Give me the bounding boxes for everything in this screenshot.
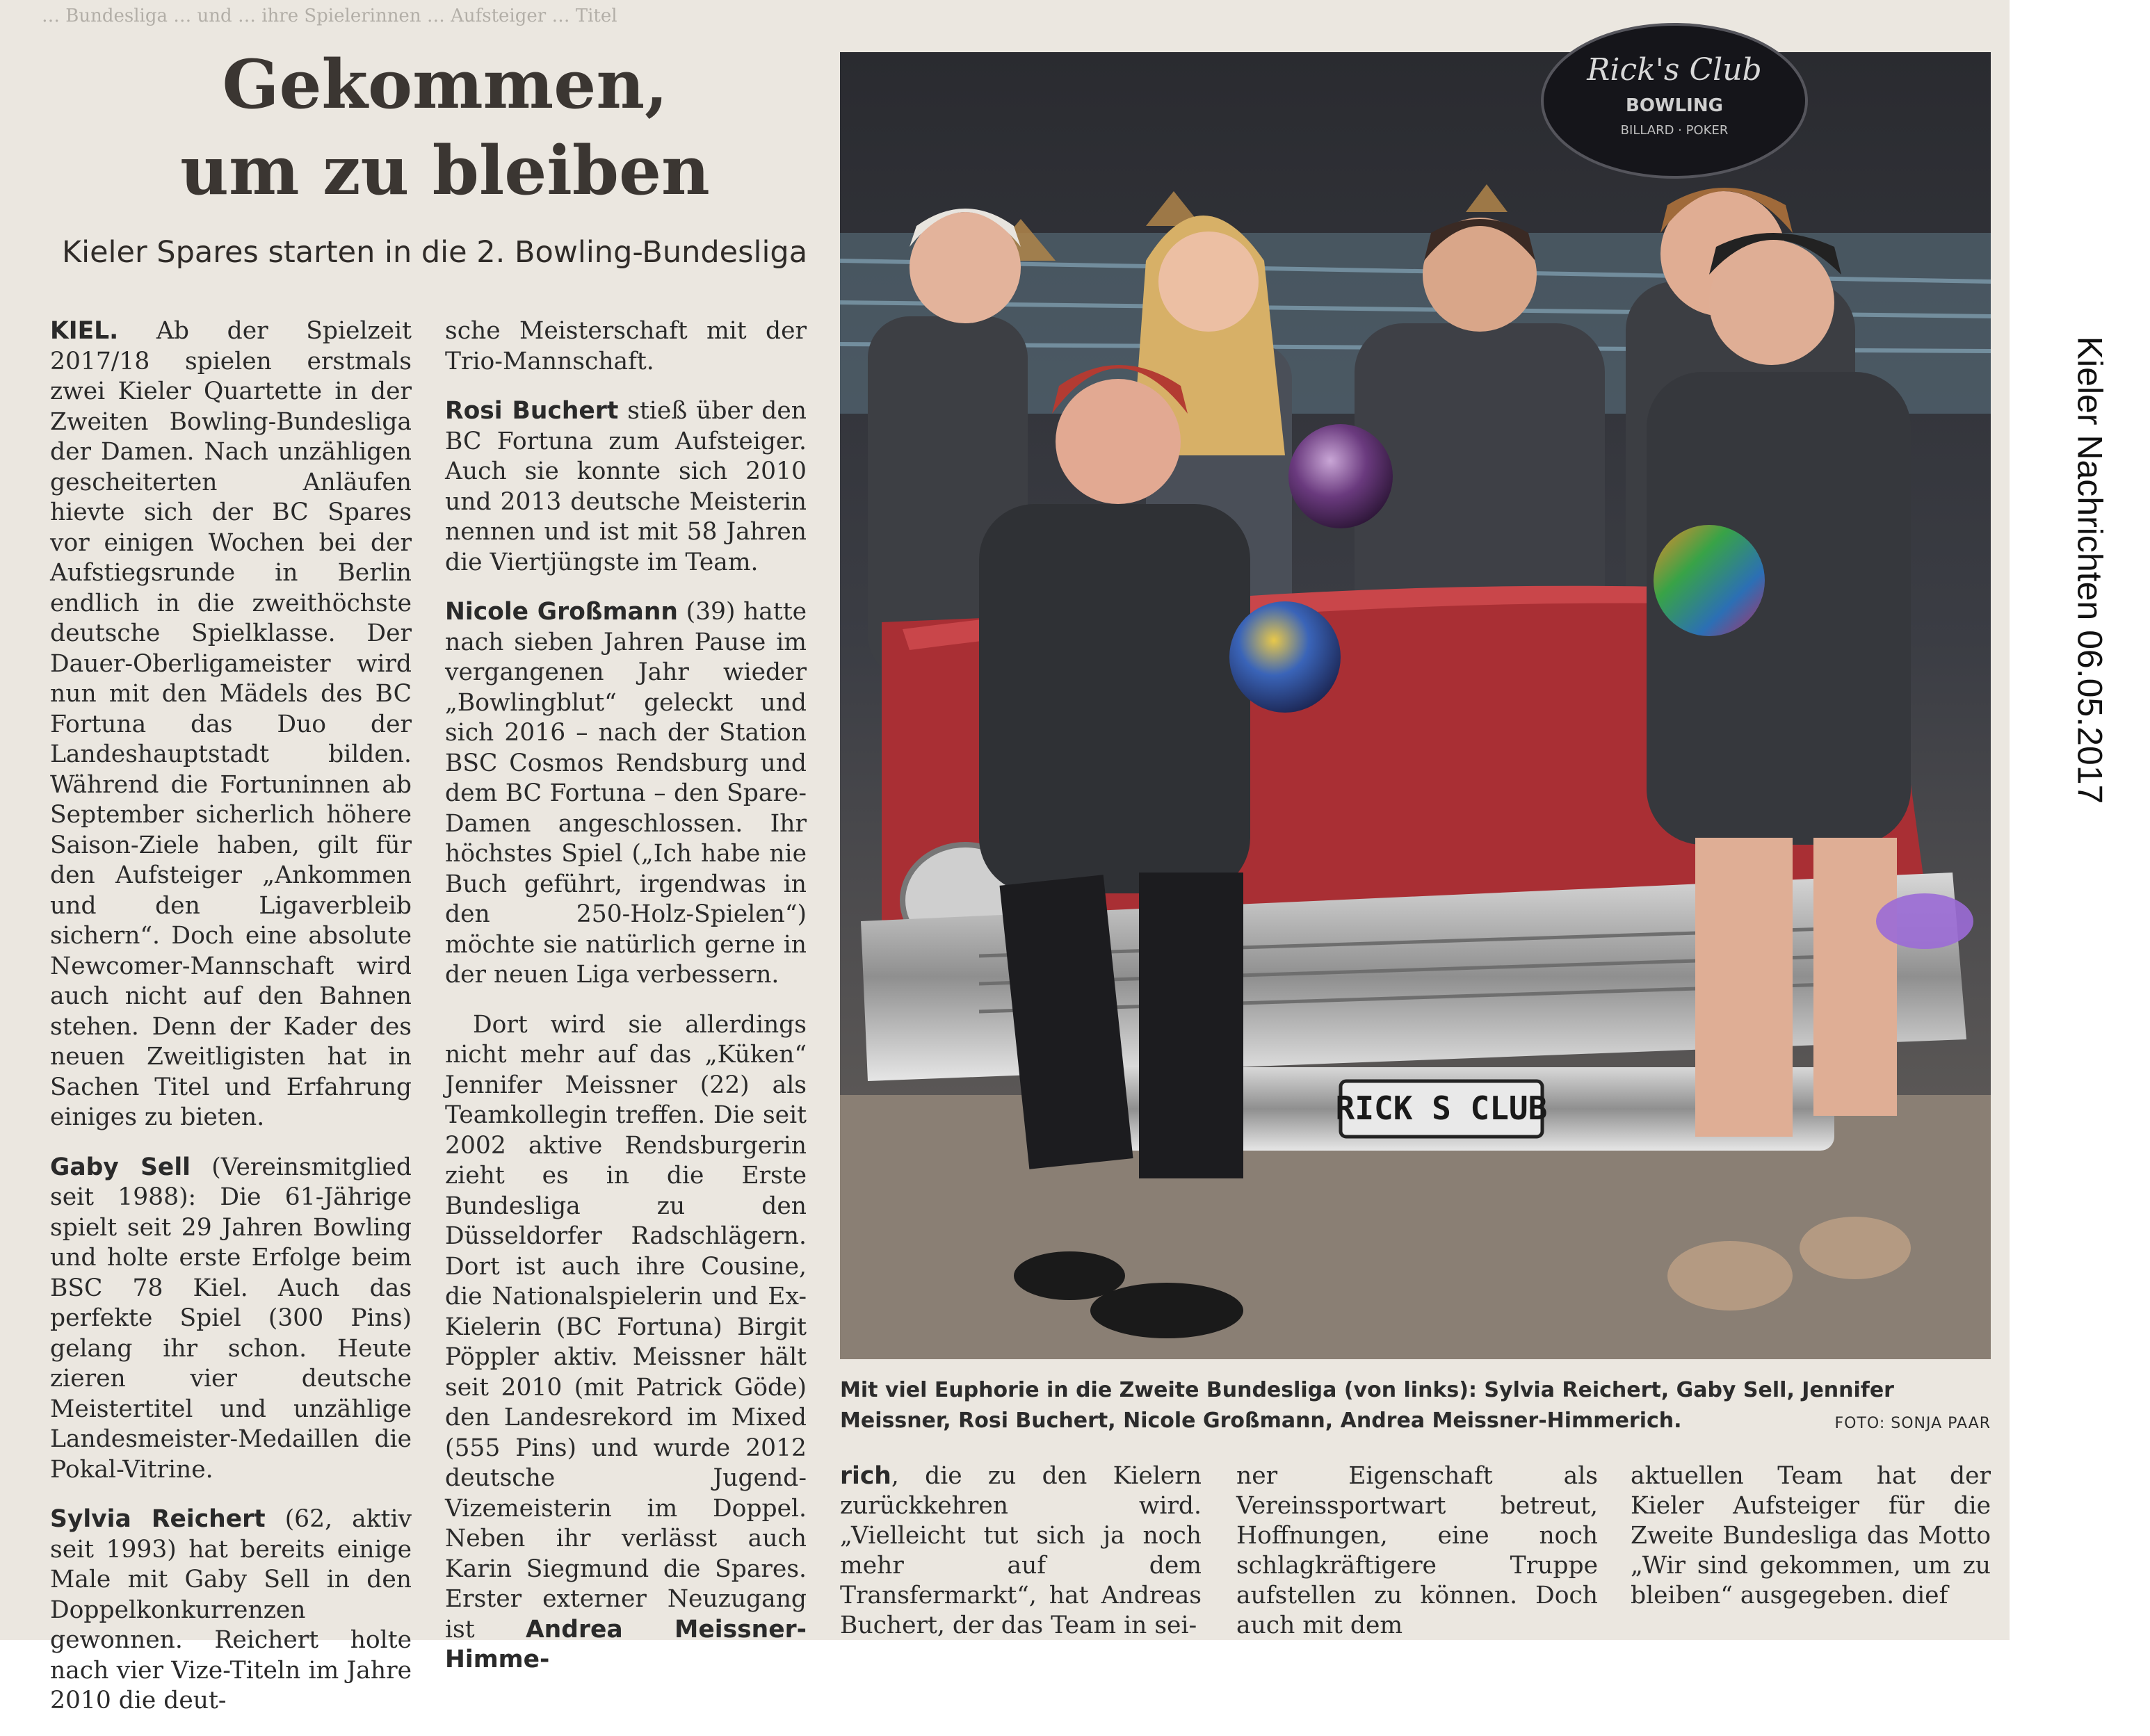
article-column-2 — [445, 316, 807, 1695]
paragraph-gaby-sell — [50, 1153, 412, 1486]
player-name: rich — [840, 1462, 891, 1490]
paragraph-text: , die zu den Kielern zurückkehren wird. „Vielleicht tut sich ja noch mehr auf dem Transfermarkt“, hat Andreas Buchert, der das Team in sei- — [840, 1462, 1202, 1639]
paragraph-text: ner Eigenschaft als Vereinssportwart betreut, Hoffnungen, eine noch schlagkräftigere Truppe aufstellen zu können. Doch auch mit dem — [1236, 1462, 1598, 1639]
paragraph-jennifer-meissner — [445, 1010, 807, 1676]
bowling-ball-multicolor — [1654, 525, 1765, 636]
paragraph-text: Ab der Spielzeit 2017/18 spielen erstmals zwei Kieler Quartette in der Zweiten Bowling-Bundesliga der Damen. Nach unzähligen gescheiterten Anläufen hievte sich der BC Spares vor einigen Wochen bei der Aufstiegsrunde in Berlin endlich in die zweithöchste deutsche Spielklasse. Der Dauer-Oberligameister wird nun mit den Mädels des BC Fortuna das Duo der Landeshauptstadt bilden. Während die Fortuninnen ab September sicherlich höhere Saison-Ziele haben, gilt für den Aufsteiger „Ankommen und den Ligaverbleib sichern“. Doch eine absolute Newcomer-Mannschaft wird auch nicht auf den Bahnen stehen. Denn der Kader des neuen Zweitligisten hat in Sachen Titel und Erfahrung einiges zu bieten. — [50, 317, 412, 1131]
source-date-text: Kieler Nachrichten 06.05.2017 — [2070, 336, 2109, 804]
player-name: Gaby Sell — [50, 1153, 191, 1181]
photo-credit: FOTO: SONJA PAAR — [1834, 1415, 1991, 1432]
paragraph-text: (Vereinsmitglied seit 1988): Die 61-Jährige spielt seit 29 Jahren Bowling und holte erste Erfolge beim BSC 78 Kiel. Auch das perfekte Spiel (300 Pins) gelang ihr schon. Heute zieren vier deutsche Meistertitel und unzählige Landesmeister-Medaillen die Pokal-Vitrine. — [50, 1153, 412, 1484]
article-column-3 — [840, 1461, 1202, 1641]
team-photo-illustration — [840, 52, 1991, 1359]
headline-line-1: Gekommen, — [222, 45, 668, 124]
paragraph-rosi-buchert — [445, 396, 807, 578]
player-name: Nicole Großmann — [445, 598, 678, 626]
bleed-through-text: … Bundesliga … und … ihre Spielerinnen … Aufsteiger … Titel — [42, 6, 617, 26]
article-column-4 — [1236, 1461, 1598, 1641]
paragraph-sylvia-reichert — [50, 1504, 412, 1717]
bowling-ball-purple — [1288, 424, 1393, 528]
paragraph-intro — [50, 316, 412, 1133]
sign-billard-poker: BILLARD · POKER — [1620, 123, 1729, 138]
headline-line-2: um zu bleiben — [180, 131, 710, 210]
sign-club-name: Rick's Club — [1587, 52, 1762, 88]
team-photo — [840, 52, 1991, 1359]
caption-text: Mit viel Euphorie in die Zweite Bundesliga (von links): Sylvia Reichert, Gaby Sell, Jennifer Meissner, Rosi Buchert, Nicole Großmann, Andrea Meissner-Himmerich. — [840, 1378, 1894, 1433]
paragraph-continued: sche Meisterschaft mit der Trio-Mannschaft. — [445, 317, 807, 375]
source-date-stamp — [2055, 143, 2124, 998]
bowling-ball-blue — [1229, 601, 1341, 713]
player-name: Rosi Buchert — [445, 397, 619, 425]
paragraph-text: aktuellen Team hat der Kieler Aufsteiger für die Zweite Bundesliga das Motto „Wir sind gekommen, um zu bleiben“ ausgegeben. dief — [1631, 1462, 1991, 1609]
player-name: Andrea Meissner-Himme- — [445, 1615, 807, 1673]
subheadline: Kieler Spares starten in die 2. Bowling-Bundesliga — [61, 235, 808, 270]
sign-bowling: BOWLING — [1626, 95, 1723, 116]
article-column-1 — [50, 316, 412, 1736]
photo-caption — [840, 1375, 1991, 1436]
article-column-5 — [1631, 1461, 1991, 1611]
dateline: KIEL. — [50, 317, 119, 345]
player-name: Sylvia Reichert — [50, 1505, 266, 1533]
paragraph-text: (39) hatte nach sieben Jahren Pause im vergangenen Jahr wieder „Bowlingblut“ geleckt und sich 2016 – nach der Station BSC Cosmos Rendsburg und dem BC Fortuna – den Spare-Damen angeschlossen. Ihr höchstes Spiel („Ich habe nie Buch geführt, irgendwas in den 250-Holz-Spielen“) möchte sie natürlich gerne in der neuen Liga verbessern. — [445, 598, 807, 989]
headline — [132, 42, 758, 214]
paragraph-text: stieß über den BC Fortuna zum Aufsteiger. Auch sie konnte sich 2010 und 2013 deutsche Meisterin nennen und ist mit 58 Jahren die Viertjüngste im Team. — [445, 397, 807, 576]
license-plate: RICK S CLUB — [1335, 1089, 1548, 1127]
paragraph-text: Dort wird sie allerdings nicht mehr auf das „Küken“ Jennifer Meissner (22) als Teamkollegin treffen. Die seit 2002 aktive Rendsburgerin zieht es in die Erste Bundesliga zu den Düsseldorfer Radschlägern. Dort ist auch ihre Cousine, die Nationalspielerin und Ex-Kielerin (BC Fortuna) Birgit Pöppler aktiv. Meissner hält seit 2010 (mit Patrick Göde) den Landesrekord im Mixed (555 Pins) und wurde 2012 deutsche Jugend-Vizemeisterin im Doppel. Neben ihr verlässt auch Karin Siegmund die Spares. Erster externer Neuzugang ist — [445, 1010, 807, 1644]
paragraph-nicole-grossmann — [445, 597, 807, 991]
paragraph-text: (62, aktiv seit 1993) hat bereits einige Male mit Gaby Sell in den Doppelkonkurrenzen gewonnen. Reichert holte nach vier Vize-Titeln im Jahre 2010 die deut- — [50, 1505, 412, 1714]
